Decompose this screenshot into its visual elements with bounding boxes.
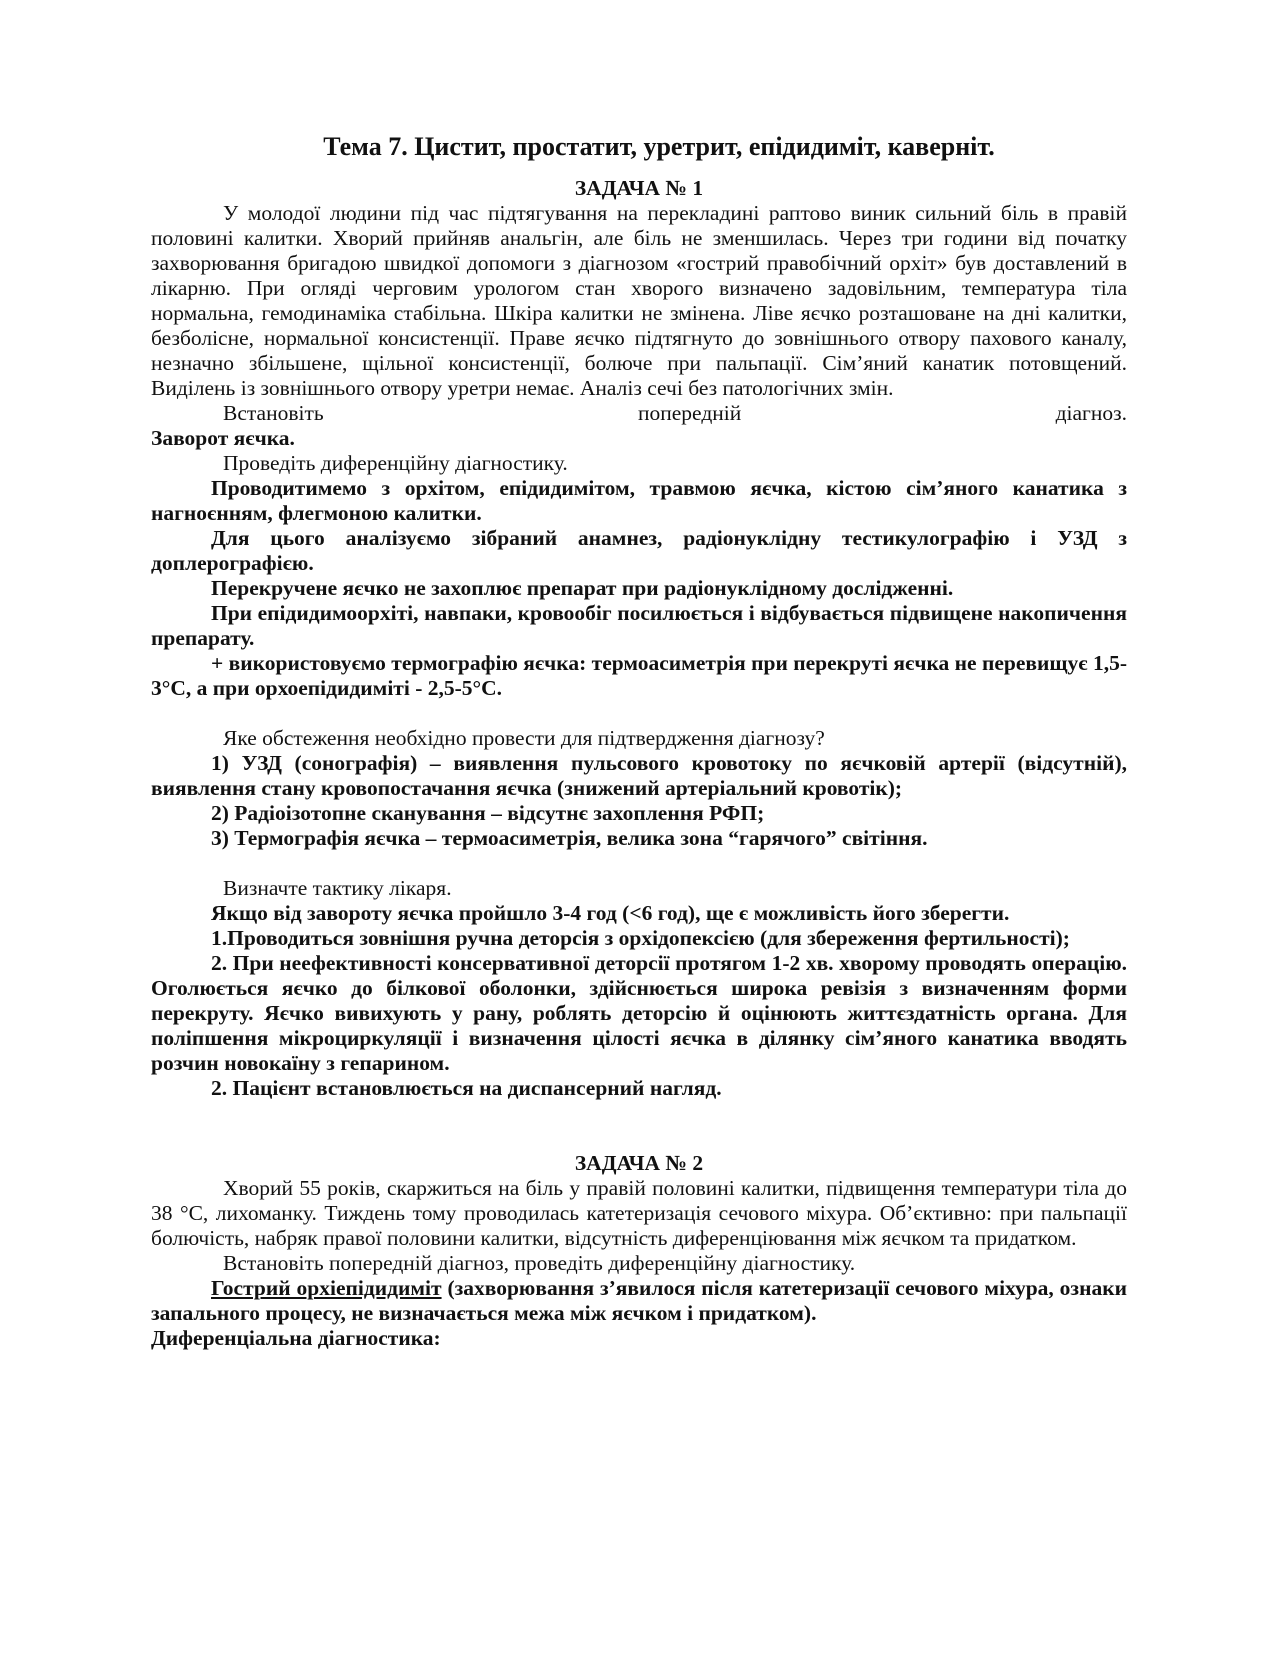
question-word: діагноз.: [1055, 401, 1127, 425]
answer-paragraph: Якщо від завороту яєчка пройшло 3-4 год (<6 год), ще є можливість його зберегти.: [211, 901, 1010, 925]
task-1-answer-diagnosis: Заворот яєчка.: [151, 426, 295, 450]
answer-paragraph: 2) Радіоізотопне сканування – відсутнє захоплення РФП;: [211, 801, 765, 825]
task-2: [151, 1151, 1127, 1351]
task-2-case-text: Хворий 55 років, скаржиться на біль у правій половині калитки, підвищення температури тіла до 38 °С, лихоманку. Тиждень тому проводилась катетеризація сечового міхура. Об’єктивно: при пальпації болючість, набряк правої половини калитки, відсутність диференціювання між яєчком та придатком.: [151, 1176, 1127, 1250]
diagnosis-note: (захворювання з’явилося після катетеризації сечового міхура, ознаки запального процесу, не визначається межа між яєчком і придатком).: [151, 1276, 1127, 1325]
task-2-question-diagnosis: Встановіть попередній діагноз, проведіть диференційну діагностику.: [223, 1251, 856, 1275]
task-2-heading: ЗАДАЧА № 2: [574, 1151, 704, 1175]
answer-paragraph: Для цього аналізуємо зібраний анамнез, радіонуклідну тестикулографію і УЗД з доплерографією.: [151, 526, 1127, 575]
task-1-question-examination: Яке обстеження необхідно провести для підтвердження діагнозу?: [223, 726, 825, 750]
task-1-question-tactics: Визначте тактику лікаря.: [223, 876, 452, 900]
task-1-case-text: У молодої людини під час підтягування на перекладині раптово виник сильний біль в правій половині калитки. Хворий прийняв анальгін, але біль не зменшилась. Через три години від початку захворювання бригадою швидкої допомоги з діагнозом «гострий правобічний орхіт» був доставлений в лікарню. При огляді черговим урологом стан хворого визначено задовільним, температура тіла нормальна, гемодинаміка стабільна. Шкіра калитки не змінена. Ліве яєчко розташоване на дні калитки, безболісне, нормальної консистенції. Праве яєчко підтягнуто до зовнішнього отвору пахового каналу, незначно збільшене, щільної консистенції, болюче при пальпації. Сім’яний канатик потовщений. Виділень із зовнішнього отвору уретри немає. Аналіз сечі без патологічних змін.: [151, 201, 1127, 400]
answer-paragraph: + використовуємо термографію яєчка: термоасиметрія при перекруті яєчка не перевищує 1,5-3°С, а при орхоепідидиміті - 2,5-5°С.: [151, 651, 1127, 700]
answer-paragraph: 2. При неефективності консервативної деторсії протягом 1-2 хв. хворому проводять операцію. Оголюється яєчко до білкової оболонки, здійснюється широка ревізія з визначенням форми перекруту. Яєчко вивихують у рану, роблять деторсію й оцінюють життєздатність органа. Для поліпшення мікроциркуляції і визначення цілості яєчка в ділянку сім’яного канатика вводять розчин новокаїну з гепарином.: [151, 951, 1127, 1075]
task-2-answer-diagnosis: [151, 1276, 1127, 1326]
diagnosis-name: Гострий орхіепідидиміт: [211, 1276, 442, 1300]
spacer: [151, 701, 1127, 726]
task-1: [151, 176, 1127, 1101]
answer-paragraph: 3) Термографія яєчка – термоасиметрія, велика зона “гарячого” світіння.: [211, 826, 928, 850]
question-word: попередній: [638, 401, 742, 425]
answer-paragraph: Перекручене яєчко не захоплює препарат при радіонуклідному дослідженні.: [211, 576, 954, 600]
answer-paragraph: 2. Пацієнт встановлюється на диспансерний нагляд.: [211, 1076, 722, 1100]
question-word: Встановіть: [223, 401, 324, 425]
answer-paragraph: 1.Проводиться зовнішня ручна деторсія з орхідопексією (для збереження фертильності);: [211, 926, 1070, 950]
task-1-heading: ЗАДАЧА № 1: [574, 176, 704, 200]
task-1-question-differential: Проведіть диференційну діагностику.: [223, 451, 568, 475]
document-page: [151, 130, 1127, 1351]
spacer: [151, 851, 1127, 876]
task-1-question-diagnosis: [151, 401, 1127, 426]
answer-paragraph: 1) УЗД (сонографія) – виявлення пульсового кровотоку по яєчковій артерії (відсутній), виявлення стану кровопостачання яєчка (знижений артеріальний кровотік);: [151, 751, 1127, 800]
answer-paragraph: При епідидимоорхіті, навпаки, кровообіг посилюється і відбувається підвищене накопичення препарату.: [151, 601, 1127, 650]
answer-paragraph: Проводитимемо з орхітом, епідидимітом, травмою яєчка, кістою сім’яного канатика з нагноєнням, флегмоною калитки.: [151, 476, 1127, 525]
document-title: Тема 7. Цистит, простатит, уретрит, епідидиміт, каверніт.: [323, 132, 995, 161]
spacer: [151, 1101, 1127, 1151]
task-2-differential-heading: Диференціальна діагностика:: [151, 1326, 441, 1350]
